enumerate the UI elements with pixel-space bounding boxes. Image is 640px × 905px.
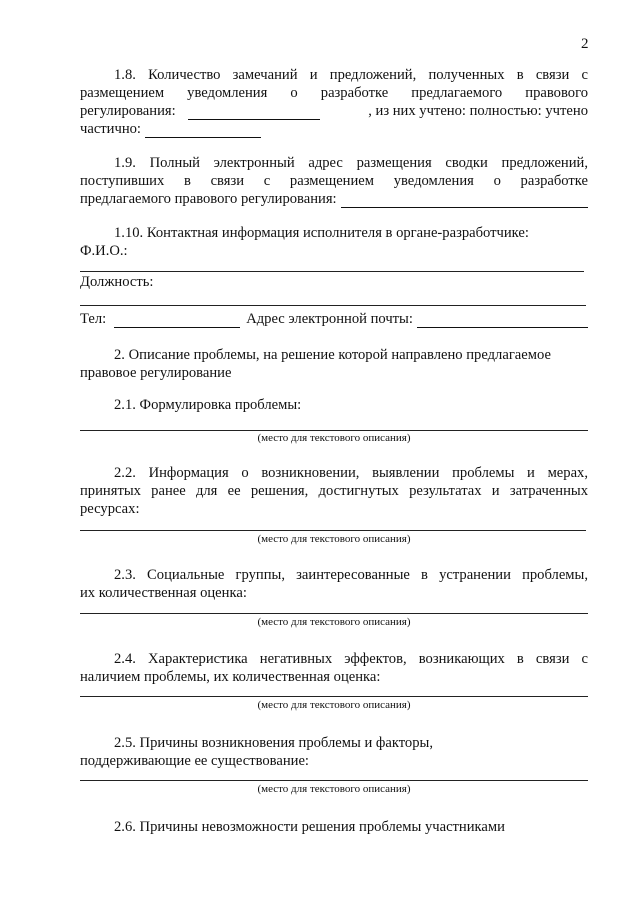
s1-8-line4: частично: [80,120,588,138]
fio-field[interactable] [80,271,584,272]
s2-2-line2: принятых ранее для ее решения, достигнутых результатах и затраченных [80,483,588,499]
s2-5-line1: 2.5. Причины возникновения проблемы и факторы, [114,735,433,751]
s2-4-line1: 2.4. Характеристика негативных эффектов, возникающих в связи с [114,651,588,667]
s2-4-line2: наличием проблемы, их количественная оценка: [80,669,381,685]
summary-url-field[interactable] [341,195,588,208]
section-1-8 [80,66,588,138]
section-2 [80,346,588,382]
section-2-3 [80,566,588,602]
position-label: Должность: [80,274,154,290]
section-2-5 [80,734,588,770]
s1-9-line3: предлагаемого правового регулирования: [80,190,588,208]
s1-8-line3: регулирования: , из них учтено: полностью: учтено [80,103,588,119]
s1-9-line1: 1.9. Полный электронный адрес размещения сводки предложений, [114,155,588,171]
section-2-4 [80,650,588,686]
s1-10-line1: 1.10. Контактная информация исполнителя в органе-разработчике: [114,225,529,241]
s2-line2: правовое регулирование [80,365,232,381]
s2-3-line1: 2.3. Социальные группы, заинтересованные в устранении проблемы, [114,567,588,583]
s2-5-line2: поддерживающие ее существование: [80,753,309,769]
placeholder-caption: (место для текстового описания) [257,533,411,545]
s1-9-line2: поступивших в связи с размещением уведомления о разработке [80,173,588,189]
email-field[interactable] [417,315,588,328]
section-1-9 [80,154,588,208]
s2-1-line1: 2.1. Формулировка проблемы: [114,397,302,413]
placeholder-caption: (место для текстового описания) [257,616,411,628]
placeholder-caption: (место для текстового описания) [257,432,411,444]
fio-label: Ф.И.О.: [80,243,128,259]
phone-label: Тел: [80,311,107,327]
section-1-10 [80,224,588,260]
s2-3-line2: их количественная оценка: [80,585,247,601]
position-field[interactable] [80,305,586,306]
s1-8-line1: 1.8. Количество замечаний и предложений, полученных в связи с [114,67,588,83]
placeholder-caption: (место для текстового описания) [257,783,411,795]
s2-2-line3: ресурсах: [80,501,140,517]
page-number: 2 [581,36,589,52]
s2-6-line1: 2.6. Причины невозможности решения проблемы участниками [114,819,505,835]
social-groups-field[interactable] [80,613,588,614]
partially-accepted-field[interactable] [145,125,261,138]
problem-description-field[interactable] [80,430,588,431]
section-2-1 [80,396,588,414]
s2-line1: 2. Описание проблемы, на решение которой направлено предлагаемое [114,347,551,363]
placeholder-caption: (место для текстового описания) [257,699,411,711]
section-2-6 [80,818,588,836]
contacts-row [80,310,588,328]
phone-field[interactable] [114,315,240,328]
problem-history-field[interactable] [80,530,586,531]
problem-causes-field[interactable] [80,780,588,781]
s1-8-line2: размещением уведомления о разработке предлагаемого правового [80,85,588,101]
email-label: Адрес электронной почты: [246,311,413,327]
section-2-2 [80,464,588,518]
comments-count-field[interactable] [188,107,320,120]
negative-effects-field[interactable] [80,696,588,697]
s2-2-line1: 2.2. Информация о возникновении, выявлении проблемы и мерах, [114,465,588,481]
